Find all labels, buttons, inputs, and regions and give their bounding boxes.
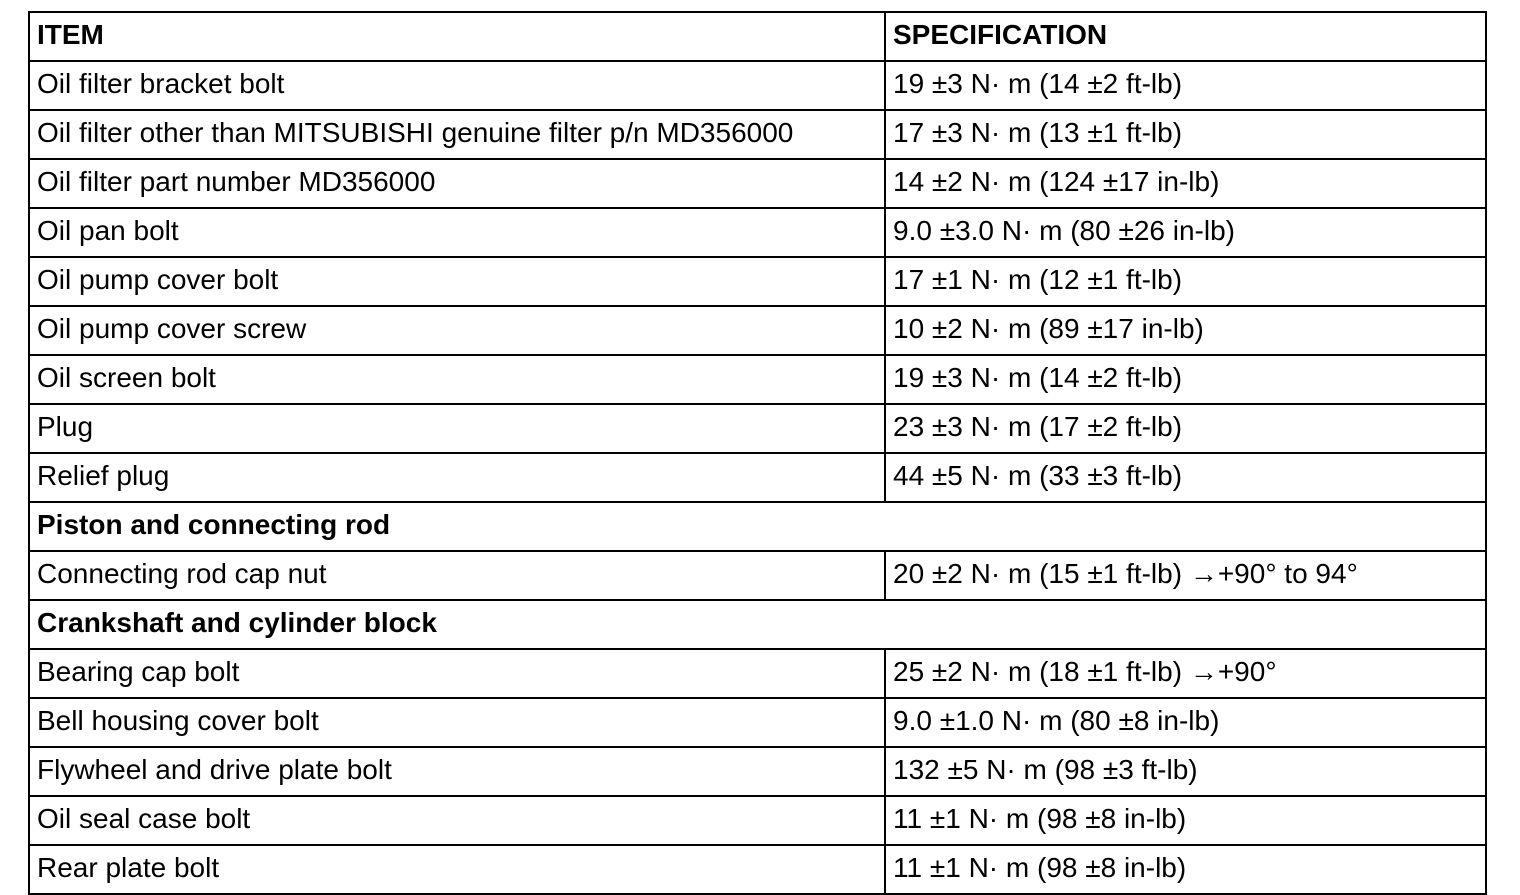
specification-cell: 132 ±5 N· m (98 ±3 ft-lb) <box>885 747 1486 796</box>
table-row <box>29 845 1486 894</box>
table-row <box>29 404 1486 453</box>
specification-cell: 9.0 ±1.0 N· m (80 ±8 in-lb) <box>885 698 1486 747</box>
table-row <box>29 208 1486 257</box>
item-cell: Connecting rod cap nut <box>29 551 885 600</box>
section-title: Piston and connecting rod <box>29 502 1486 551</box>
header-row <box>29 12 1486 61</box>
table-row <box>29 306 1486 355</box>
item-cell: Oil filter bracket bolt <box>29 61 885 110</box>
item-cell: Bearing cap bolt <box>29 649 885 698</box>
item-cell: Plug <box>29 404 885 453</box>
table-row <box>29 110 1486 159</box>
item-cell: Oil screen bolt <box>29 355 885 404</box>
table-row <box>29 649 1486 698</box>
section-row <box>29 600 1486 649</box>
table-row <box>29 698 1486 747</box>
table-row <box>29 159 1486 208</box>
specification-cell: 14 ±2 N· m (124 ±17 in-lb) <box>885 159 1486 208</box>
table-row <box>29 747 1486 796</box>
table-row <box>29 61 1486 110</box>
header-item: ITEM <box>29 12 885 61</box>
specification-cell: 19 ±3 N· m (14 ±2 ft-lb) <box>885 355 1486 404</box>
specification-cell: 11 ±1 N· m (98 ±8 in-lb) <box>885 845 1486 894</box>
specification-cell: 17 ±1 N· m (12 ±1 ft-lb) <box>885 257 1486 306</box>
item-cell: Oil pan bolt <box>29 208 885 257</box>
specification-cell: 25 ±2 N· m (18 ±1 ft-lb) →+90° <box>885 649 1486 698</box>
item-cell: Flywheel and drive plate bolt <box>29 747 885 796</box>
section-title: Crankshaft and cylinder block <box>29 600 1486 649</box>
item-cell: Rear plate bolt <box>29 845 885 894</box>
item-cell: Oil filter other than MITSUBISHI genuine filter p/n MD356000 <box>29 110 885 159</box>
table-row <box>29 551 1486 600</box>
specification-cell: 44 ±5 N· m (33 ±3 ft-lb) <box>885 453 1486 502</box>
specification-cell: 9.0 ±3.0 N· m (80 ±26 in-lb) <box>885 208 1486 257</box>
item-cell: Bell housing cover bolt <box>29 698 885 747</box>
item-cell: Oil seal case bolt <box>29 796 885 845</box>
specification-cell: 10 ±2 N· m (89 ±17 in-lb) <box>885 306 1486 355</box>
specification-cell: 17 ±3 N· m (13 ±1 ft-lb) <box>885 110 1486 159</box>
table-row <box>29 453 1486 502</box>
item-cell: Oil pump cover screw <box>29 306 885 355</box>
table-row <box>29 257 1486 306</box>
item-cell: Oil pump cover bolt <box>29 257 885 306</box>
section-row <box>29 502 1486 551</box>
specification-cell: 19 ±3 N· m (14 ±2 ft-lb) <box>885 61 1486 110</box>
table-row <box>29 796 1486 845</box>
specification-cell: 20 ±2 N· m (15 ±1 ft-lb) →+90° to 94° <box>885 551 1486 600</box>
specification-cell: 23 ±3 N· m (17 ±2 ft-lb) <box>885 404 1486 453</box>
table-body <box>29 12 1486 894</box>
torque-spec-table <box>28 11 1487 895</box>
item-cell: Relief plug <box>29 453 885 502</box>
item-cell: Oil filter part number MD356000 <box>29 159 885 208</box>
header-specification: SPECIFICATION <box>885 12 1486 61</box>
specification-cell: 11 ±1 N· m (98 ±8 in-lb) <box>885 796 1486 845</box>
table-row <box>29 355 1486 404</box>
